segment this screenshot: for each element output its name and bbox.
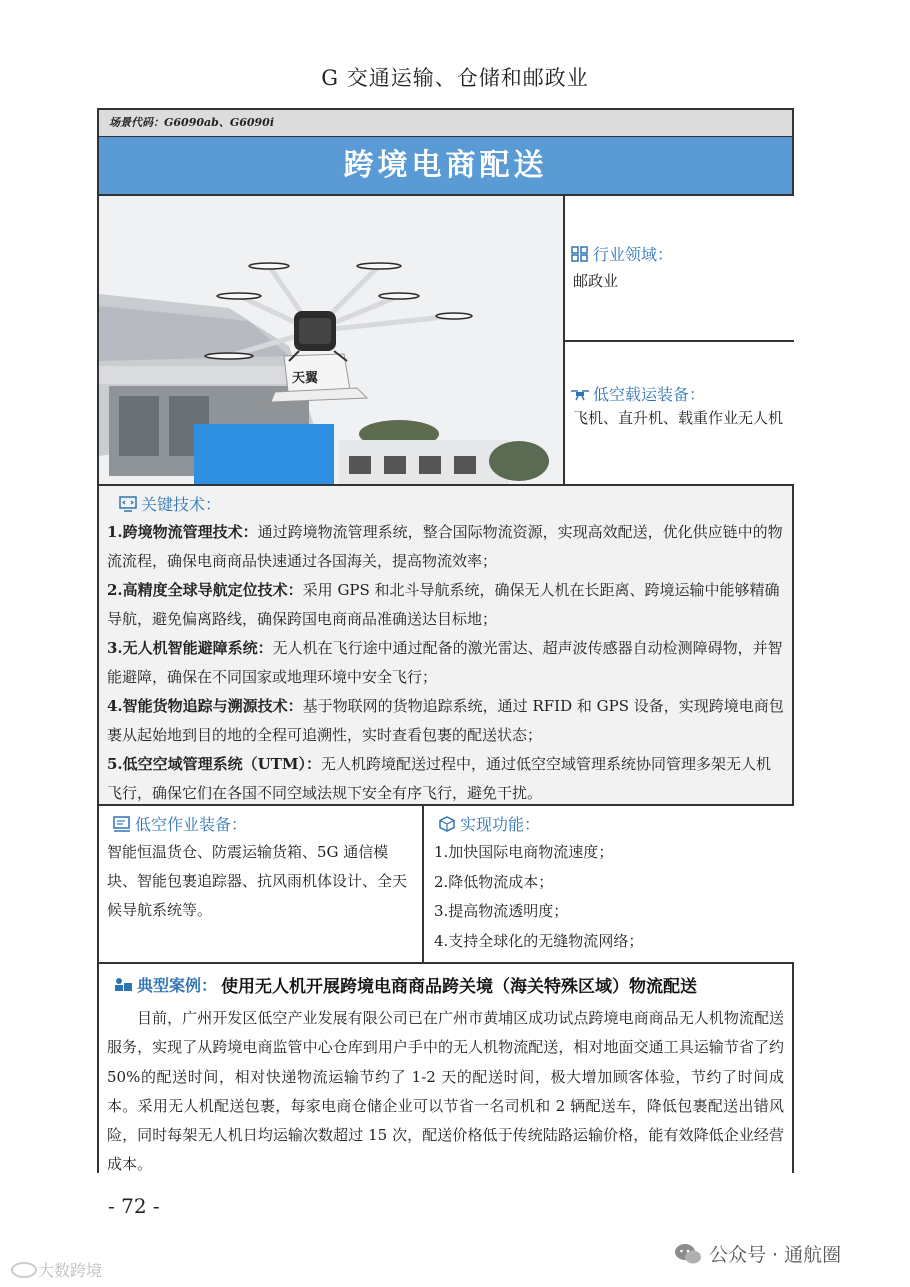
function-item: 3.提高物流透明度；: [434, 902, 569, 920]
drone-photo-illustration: [99, 196, 563, 484]
work-equipment-heading: [113, 812, 247, 835]
function-item: 2.降低物流成本；: [434, 872, 554, 891]
key-tech-heading-text: 关键技术：: [141, 495, 222, 514]
typical-case-section: [99, 964, 792, 1173]
functions-heading-text: 实现功能：: [460, 815, 541, 834]
work-equipment-heading-text: 低空作业装备：: [135, 815, 248, 834]
wechat-icon: [673, 1242, 703, 1266]
industry-heading: [571, 242, 673, 265]
key-tech-list: [107, 518, 784, 808]
page-header: G 交通运输、仓储和邮政业: [321, 66, 589, 90]
key-tech-item: 1.跨境物流管理技术：通过跨境物流管理系统，整合国际物流资源，实现高效配送，优化供应链中的物流流程，确保电商商品快速通过各国海关，提高物流效率；: [107, 523, 783, 570]
cube-icon: [438, 816, 456, 832]
key-tech-section: [99, 484, 792, 806]
function-item: 4.支持全球化的无缝物流网络；: [434, 931, 644, 950]
key-tech-item: 2.高精度全球导航定位技术：采用 GPS 和北斗导航系统，确保无人机在长距离、跨境运输中能够精确导航，避免偏离路线，确保跨国电商商品准确送达目标地；: [107, 581, 780, 628]
drone-photo: [99, 196, 565, 484]
typical-case-body: [107, 1004, 784, 1180]
carrier-heading: [571, 382, 705, 405]
functions-list: [434, 838, 643, 956]
industry-cell: [565, 196, 794, 342]
industry-heading-text: 行业领域：: [593, 245, 674, 264]
key-tech-item: 3.无人机智能避障系统：无人机在飞行途中通过配备的激光雷达、超声波传感器自动检测障碍物，并智能避障，确保在不同国家或地理环境中安全飞行；: [107, 639, 783, 686]
scenario-card: [97, 108, 794, 1173]
functions-cell: [424, 806, 794, 964]
key-tech-item: 4.智能货物追踪与溯源技术：基于物联网的货物追踪系统，通过 RFID 和 GPS 设备，实现跨境电商包裹从起始地到目的地的全程可追溯性，实时查看包裹的配送状态；: [107, 697, 784, 744]
person-computer-icon: [113, 977, 133, 993]
typical-case-paragraph: 目前，广州开发区低空产业发展有限公司已在广州市黄埔区成功试点跨境电商商品无人机物流配送服务，实现了从跨境电商监管中心仓库到用户手中的无人机物流配送，相对地面交通工具运输节省了约 50%的配送时间，相对快递物流运输节约了 1-2 天的配送时间，极大增加顾客体验，节约了时间成本。采用无人机配送包裹，每家电商仓储企业可以节省一名司机和 2 辆配送车，降低包裹配送出错风险，同时每架无人机日均运输次数超过 15 次，配送价格低于传统陆路运输价格，能有效降低企业经营成本。: [107, 1009, 784, 1174]
key-tech-item: 5.低空空域管理系统（UTM）：无人机跨境配送过程中，通过低空空域管理系统协同管理多架无人机飞行，确保它们在各国不同空域法规下安全有序飞行，避免干扰。: [107, 755, 772, 802]
carrier-cell: [565, 342, 794, 484]
work-equipment-value: 智能恒温货仓、防震运输货箱、5G 通信模块、智能包裹追踪器、抗风雨机体设计、全天候导航系统等。: [107, 843, 408, 919]
watermark: [10, 1258, 102, 1281]
watermark-logo-icon: [10, 1261, 38, 1279]
drone-box-label: 天翼: [292, 371, 319, 386]
grid-icon: [571, 246, 589, 262]
function-item: 1.加快国际电商物流速度；: [434, 843, 614, 861]
typical-case-label: 典型案例：: [137, 976, 218, 995]
drone-icon: [571, 386, 589, 402]
work-equipment-cell: [99, 806, 424, 964]
monitor-icon: [119, 496, 137, 512]
scene-code: 场景代码：G6090ab、G6090i: [99, 110, 792, 136]
key-tech-heading: [119, 492, 221, 515]
wechat-account-text: 公众号 · 通航圈: [709, 1244, 842, 1266]
carrier-value: 飞机、直升机、载重作业无人机: [573, 409, 784, 427]
board-icon: [113, 816, 131, 832]
carrier-heading-text: 低空载运装备：: [593, 385, 706, 404]
functions-heading: [438, 812, 540, 835]
typical-case-title: 使用无人机开展跨境电商商品跨关境（海关特殊区域）物流配送: [221, 977, 698, 997]
wechat-footer: [673, 1240, 841, 1267]
typical-case-heading: [113, 972, 697, 997]
watermark-text: 大数跨境: [38, 1261, 103, 1280]
industry-value: 邮政业: [573, 272, 619, 290]
scenario-title: 跨境电商配送: [99, 136, 792, 196]
page-number: - 72 -: [108, 1194, 160, 1218]
